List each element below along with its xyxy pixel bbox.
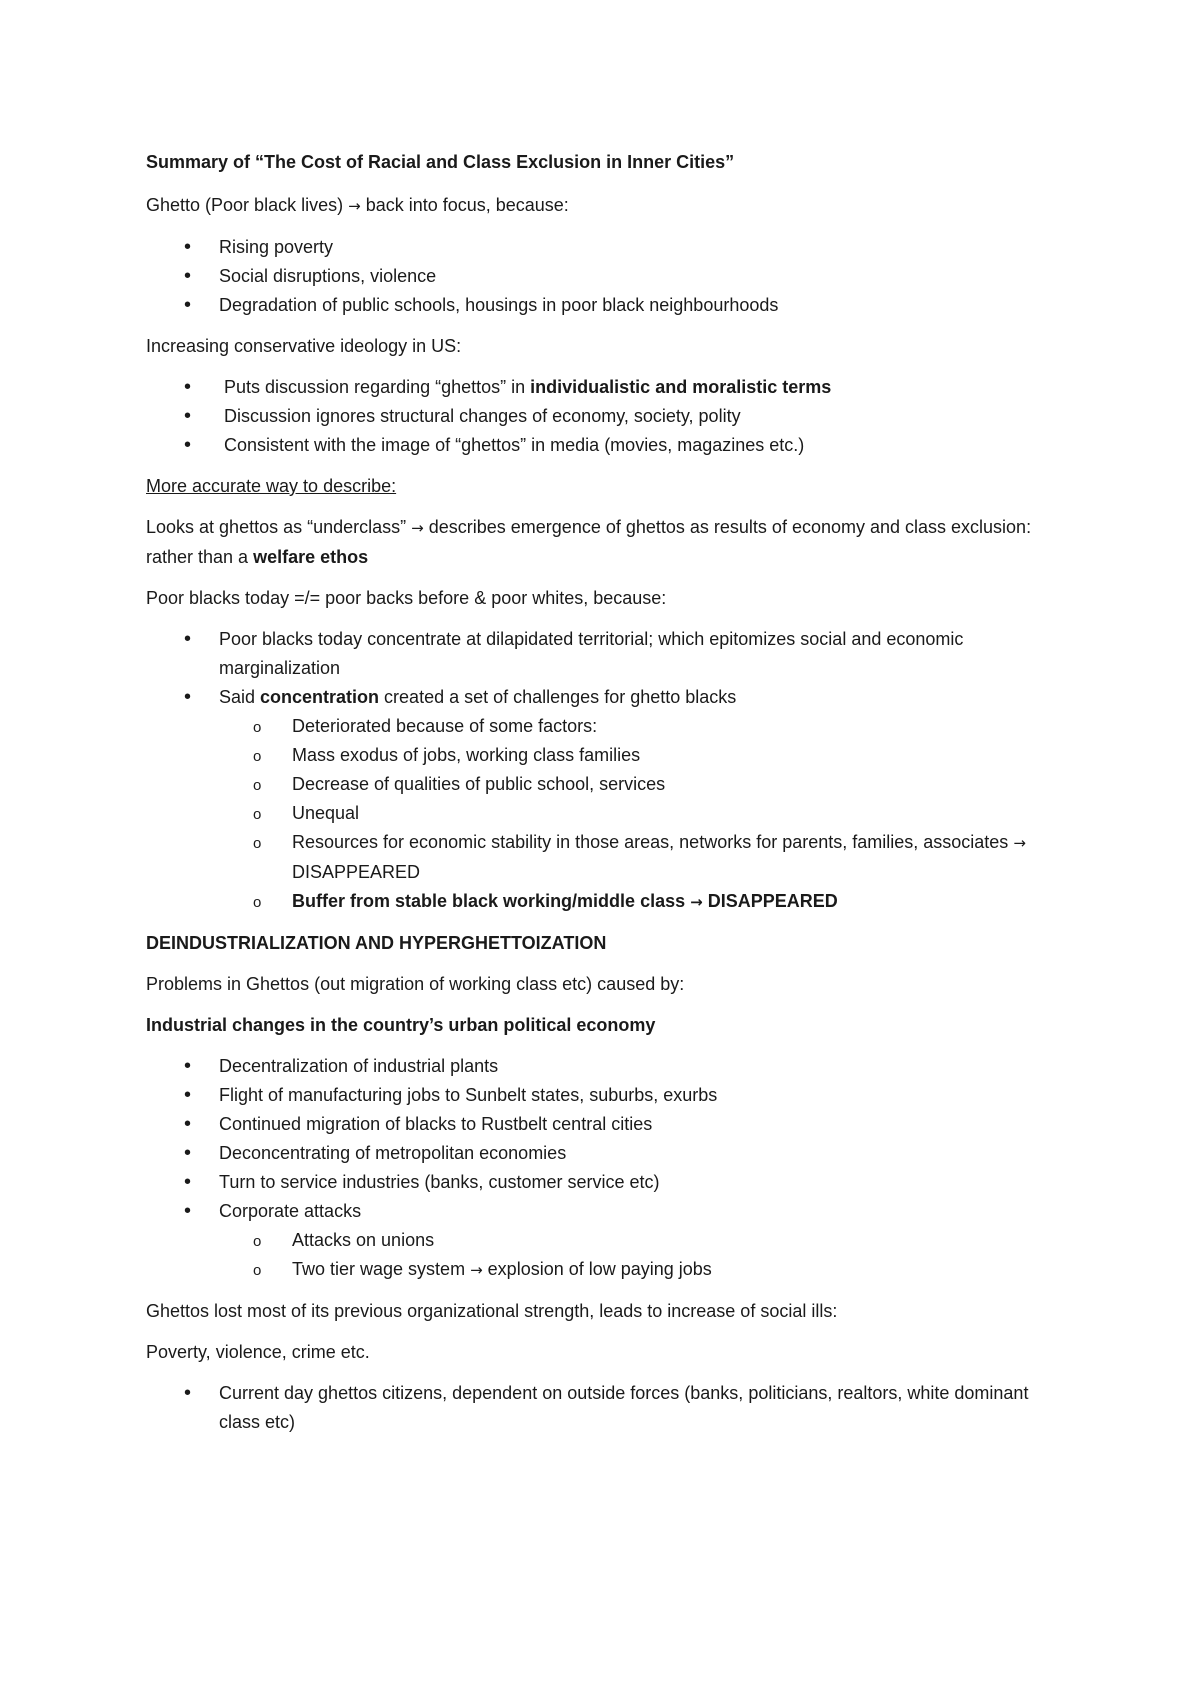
sub-list-text: Two tier wage system	[292, 1259, 466, 1279]
sub-list-item	[219, 828, 1066, 887]
closing-paragraph: Ghettos lost most of its previous organizational strength, leads to increase of social ills:	[146, 1301, 838, 1321]
accurate-paragraph	[146, 513, 1066, 572]
conservative-heading: Increasing conservative ideology in US:	[146, 336, 462, 356]
poor-blacks-heading: Poor blacks today =/= poor backs before & poor whites, because:	[146, 588, 667, 608]
arrow-right-icon: →	[411, 519, 424, 537]
problems-paragraph: Problems in Ghettos (out migration of working class etc) caused by:	[146, 974, 685, 994]
closing-list	[146, 1379, 1066, 1437]
list-item: • Rising poverty	[146, 233, 1066, 262]
list-item-text: created a set of challenges for ghetto blacks	[379, 687, 737, 707]
industrial-list	[146, 1052, 1066, 1285]
list-item: • Degradation of public schools, housings in poor black neighbourhoods	[146, 291, 1066, 320]
document-title: Summary of “The Cost of Racial and Class Exclusion in Inner Cities”	[146, 152, 735, 172]
list-item: • Poor blacks today concentrate at dilapidated territorial; which epitomizes social and economic marginalization	[146, 625, 1066, 683]
arrow-right-icon: →	[1013, 834, 1026, 852]
arrow-right-icon: →	[690, 893, 703, 911]
list-item: • Decentralization of industrial plants	[146, 1052, 1066, 1081]
accurate-text-bold: welfare ethos	[253, 547, 369, 567]
sub-list-bold: DISAPPEARED	[707, 891, 838, 911]
list-item	[146, 683, 1066, 917]
arrow-right-icon: →	[470, 1261, 483, 1279]
sub-list-item: o Unequal	[219, 799, 1066, 828]
list-item: • Discussion ignores structural changes of economy, society, polity	[146, 402, 1066, 431]
accurate-text-b: describes emergence of ghettos as results of economy and class exclusion: rather than a	[146, 517, 1032, 567]
sub-list-text: Resources for economic stability in those areas, networks for parents, families, associates	[292, 832, 1009, 852]
sub-list-item: o Deteriorated because of some factors:	[219, 712, 1066, 741]
list-item-bold: concentration	[260, 687, 380, 707]
list-item-text: Corporate attacks	[219, 1201, 362, 1221]
intro-text-b: back into focus, because:	[365, 195, 569, 215]
intro-list	[146, 233, 1066, 320]
sub-list-item	[219, 1255, 1066, 1285]
sub-list-item	[219, 887, 1066, 917]
poor-blacks-list	[146, 625, 1066, 917]
list-item	[146, 373, 1066, 402]
sub-list-text: DISAPPEARED	[292, 862, 421, 882]
list-item: • Turn to service industries (banks, customer service etc)	[146, 1168, 1066, 1197]
list-item: • Consistent with the image of “ghettos” in media (movies, magazines etc.)	[146, 431, 1066, 460]
list-item: • Deconcentrating of metropolitan economies	[146, 1139, 1066, 1168]
list-item-bold: individualistic and moralistic terms	[530, 377, 832, 397]
sub-list-item: o Mass exodus of jobs, working class families	[219, 741, 1066, 770]
sub-list-item: o Decrease of qualities of public school, services	[219, 770, 1066, 799]
industrial-subheading: Industrial changes in the country’s urban political economy	[146, 1015, 656, 1035]
list-item-text: Puts discussion regarding “ghettos” in	[224, 377, 531, 397]
sub-list	[219, 1226, 1066, 1285]
intro-text-a: Ghetto (Poor black lives)	[146, 195, 344, 215]
accurate-text-a: Looks at ghettos as “underclass”	[146, 517, 407, 537]
list-item: • Current day ghettos citizens, dependent on outside forces (banks, politicians, realtors, white dominant class etc)	[146, 1379, 1066, 1437]
list-item: • Continued migration of blacks to Rustbelt central cities	[146, 1110, 1066, 1139]
list-item	[146, 1197, 1066, 1285]
closing-paragraph-2: Poverty, violence, crime etc.	[146, 1342, 370, 1362]
list-item-text: Said	[219, 687, 261, 707]
sub-list-item: o Attacks on unions	[219, 1226, 1066, 1255]
sub-list-text: explosion of low paying jobs	[487, 1259, 712, 1279]
sub-list-bold: Buffer from stable black working/middle class	[292, 891, 686, 911]
section-heading: DEINDUSTRIALIZATION AND HYPERGHETTOIZATION	[146, 933, 607, 953]
conservative-list	[146, 373, 1066, 460]
arrow-right-icon: →	[348, 197, 361, 215]
list-item: • Flight of manufacturing jobs to Sunbelt states, suburbs, exurbs	[146, 1081, 1066, 1110]
list-item: • Social disruptions, violence	[146, 262, 1066, 291]
sub-list	[219, 712, 1066, 917]
document-page	[146, 148, 1066, 1449]
intro-paragraph	[146, 191, 1066, 221]
accurate-heading: More accurate way to describe:	[146, 476, 397, 496]
